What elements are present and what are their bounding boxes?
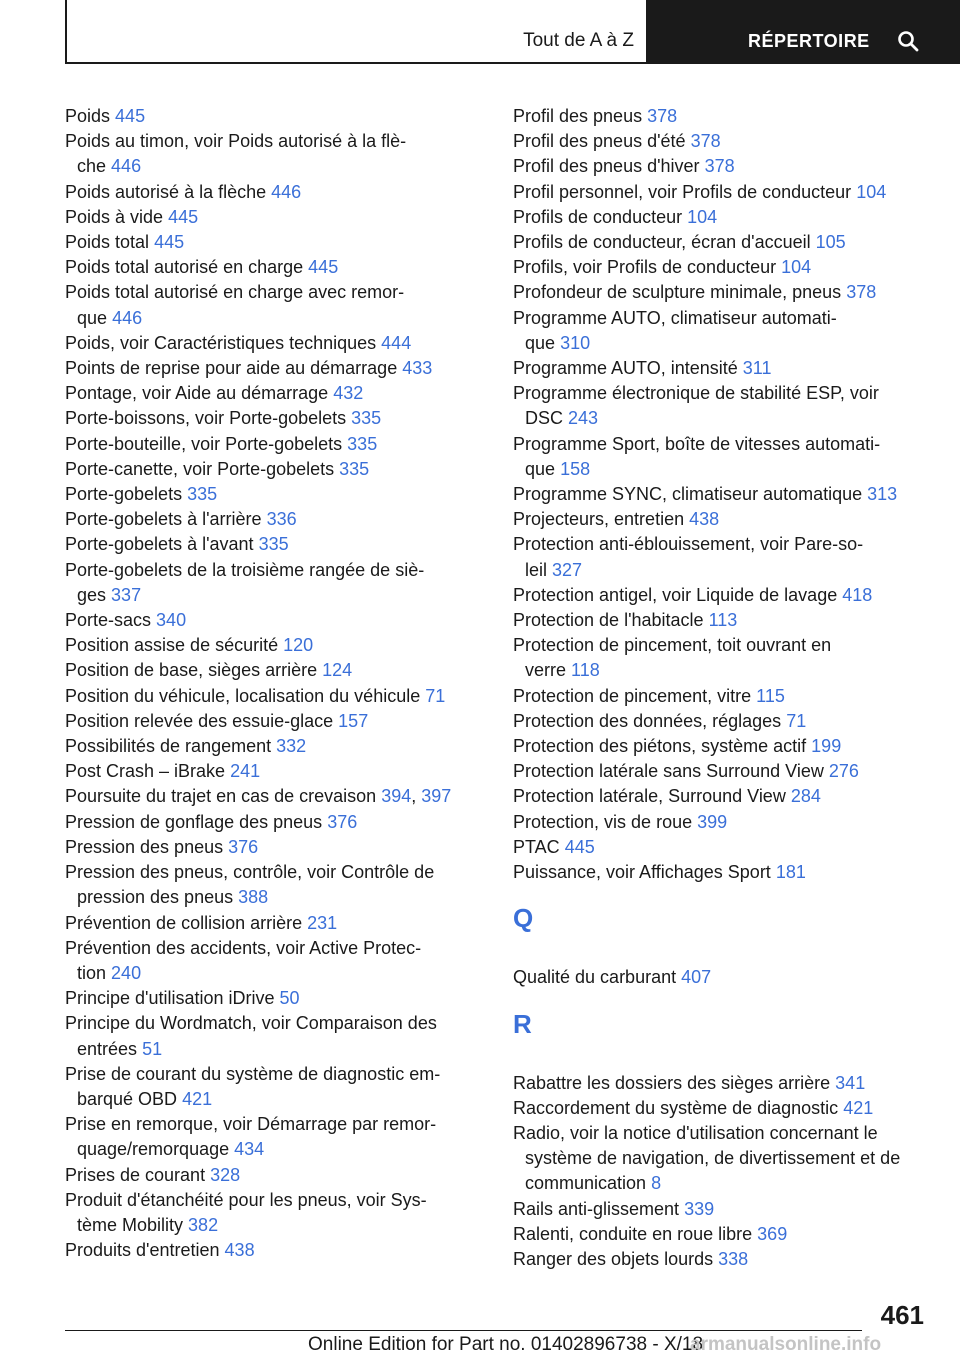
index-entry [513,1222,938,1247]
index-entry [65,356,495,381]
page-reference-link[interactable]: 397 [421,786,452,807]
page-reference-link[interactable]: 104 [856,181,887,202]
page-reference-link[interactable]: 335 [258,534,289,555]
index-entry [513,1096,938,1121]
index-entry [65,1163,495,1188]
entry-text-continued: communication [525,1173,647,1194]
page-reference-link[interactable]: 445 [154,232,185,253]
index-entry [65,558,495,608]
entry-text-continued: barqué OBD [77,1088,178,1109]
page-reference-link[interactable]: 313 [867,484,898,505]
page-reference-link[interactable]: 421 [182,1088,213,1109]
index-entry [513,129,938,154]
index-entry [65,759,495,784]
entry-text-continued: che [77,156,107,177]
entry-text: Profil des pneus d'hiver [513,156,700,177]
entry-text: Profil personnel, voir Profils de conducteur [513,181,852,202]
entry-text: Profils de conducteur [513,206,683,227]
page-reference-link[interactable]: 341 [835,1072,866,1093]
index-entry [513,1247,938,1272]
page-reference-link[interactable]: 243 [568,408,599,429]
entry-text: Poids à vide [65,206,164,227]
entry-text-continued: que [525,332,556,353]
index-entry [513,154,938,179]
entry-text: Pression des pneus [65,836,224,857]
index-entry [513,709,938,734]
page-reference-link[interactable]: 407 [681,967,712,988]
entry-text: Prise en remorque, voir Démarrage par remor- [65,1114,437,1135]
index-entry [65,986,495,1011]
page-reference-link[interactable]: 336 [266,509,297,530]
page-reference-link[interactable]: 335 [187,484,218,505]
index-entry [513,356,938,381]
page-reference-link[interactable]: 432 [333,383,364,404]
entry-text: Profil des pneus d'été [513,131,686,152]
index-entry [65,180,495,205]
index-entry [65,532,495,557]
index-entry [513,532,938,582]
header-tab-repertoire[interactable] [648,0,960,64]
page-number: 461 [880,1300,924,1330]
page-reference-link[interactable]: 445 [115,106,146,126]
index-entry [65,936,495,986]
entry-text: Protection des piétons, système actif [513,736,807,757]
entry-text: Puissance, voir Affichages Sport [513,862,771,883]
entry-text: Position de base, sièges arrière [65,660,318,681]
page-reference-link[interactable]: 376 [228,836,259,857]
entry-text: PTAC [513,836,560,857]
page-reference-link[interactable]: 181 [775,862,806,883]
entry-text: Poids, voir Caractéristiques techniques [65,332,377,353]
page-reference-link[interactable]: 446 [111,156,142,177]
index-entry [65,835,495,860]
page-reference-link[interactable]: 376 [327,811,358,832]
entry-text-continued: quage/remorquage [77,1139,230,1160]
page-reference-link[interactable]: 8 [651,1173,662,1194]
entry-text: Programme Sport, boîte de vitesses automati- [513,433,881,454]
index-entry [513,965,938,990]
entry-text-continued: tion [77,962,107,983]
entry-text: Programme AUTO, intensité [513,358,738,379]
index-entry [513,583,938,608]
header-tab-label: Tout de A à Z [523,30,634,51]
entry-text: Poids autorisé à la flèche [65,181,267,202]
entry-text: Porte-gobelets de la troisième rangée de siè- [65,559,425,580]
page-reference-link[interactable]: 241 [230,761,261,782]
index-entry [65,1062,495,1112]
index-entry [65,1188,495,1238]
entry-text: Principe d'utilisation iDrive [65,988,275,1009]
entry-text: Protection latérale sans Surround View [513,761,824,782]
entry-text: Position du véhicule, localisation du véhicule [65,685,421,706]
entry-text: Produit d'étanchéité pour les pneus, voir Sys- [65,1189,427,1210]
entry-text: Poursuite du trajet en cas de crevaison [65,786,377,807]
page-reference-link[interactable]: 50 [279,988,300,1009]
page-reference-link[interactable]: 378 [690,131,721,152]
index-entry [65,684,495,709]
page-reference-link[interactable]: 445 [564,836,595,857]
page-reference-link[interactable]: 199 [811,736,842,757]
entry-text: Programme AUTO, climatiseur automati- [513,307,837,328]
page-reference-link[interactable]: 446 [271,181,302,202]
index-entry [513,835,938,860]
page-reference-link[interactable]: 335 [339,458,370,479]
entry-text: Programme électronique de stabilité ESP, voir [513,383,879,404]
page-reference-link[interactable]: 369 [757,1223,788,1244]
page-reference-link[interactable]: 124 [322,660,353,681]
entry-text: Position assise de sécurité [65,635,279,656]
index-entry [65,255,495,280]
watermark-logo: armanualsonline.info [690,1334,882,1355]
index-entry [65,507,495,532]
page-reference-link[interactable]: 378 [704,156,735,177]
page-reference-link[interactable]: 338 [718,1248,749,1269]
page-reference-link[interactable]: 434 [234,1139,265,1160]
page-reference-link[interactable]: 104 [687,206,718,227]
entry-text: Produits d'entretien [65,1240,220,1261]
index-entry [513,306,938,356]
page-reference-link[interactable]: 418 [842,584,873,605]
footer-edition-text: Online Edition for Part no. 01402896738 - X/18 [308,1334,704,1355]
page-reference-link[interactable]: 328 [210,1164,241,1185]
page-reference-link[interactable]: 115 [756,685,785,706]
page-reference-link[interactable]: 421 [843,1097,874,1118]
page-reference-link[interactable]: 438 [689,509,720,530]
entry-text: Protection anti-éblouissement, voir Pare-so- [513,534,864,555]
page-reference-link[interactable]: 327 [552,559,583,580]
page-reference-link[interactable]: 388 [238,887,269,908]
entry-text-continued: que [77,307,108,328]
index-entry [513,860,938,885]
entry-text: Protection de pincement, toit ouvrant en [513,635,832,656]
entry-text: Prises de courant [65,1164,206,1185]
page-reference-link[interactable]: 311 [742,358,772,379]
index-entry [65,104,495,129]
entry-text: Poids [65,106,111,126]
entry-text: Radio, voir la notice d'utilisation concernant le [513,1122,878,1143]
index-entry [65,406,495,431]
page-reference-link[interactable]: 51 [142,1038,163,1059]
page-reference-link[interactable]: 105 [815,232,846,253]
entry-text: Pontage, voir Aide au démarrage [65,383,329,404]
page-reference-link[interactable]: 240 [111,962,142,983]
entry-text: Protection des données, réglages [513,710,782,731]
page-reference-link[interactable]: 438 [224,1240,255,1261]
index-entry [513,432,938,482]
index-entry [513,608,938,633]
index-entry [65,230,495,255]
index-entry [65,911,495,936]
index-entry [65,709,495,734]
index-entry [513,1071,938,1096]
entry-text-continued: entrées [77,1038,138,1059]
index-entry [513,381,938,431]
page-reference-link[interactable]: 445 [308,257,339,278]
page-reference-link[interactable]: 158 [560,458,591,479]
entry-text: Protection de l'habitacle [513,610,704,631]
entry-text: Post Crash – iBrake [65,761,226,782]
page-reference-link[interactable]: 71 [786,710,807,731]
page-reference-link[interactable]: 445 [168,206,199,227]
index-entry [513,1121,938,1197]
page-reference-link[interactable]: 335 [347,433,378,454]
entry-text: Prise de courant du système de diagnostic em- [65,1063,441,1084]
entry-text: Principe du Wordmatch, voir Comparaison des [65,1013,437,1034]
index-entry [65,734,495,759]
page-reference-link[interactable]: 276 [828,761,859,782]
page-reference-link[interactable]: 157 [338,710,369,731]
search-icon[interactable] [896,29,920,53]
index-entry [65,280,495,330]
entry-text-continued: pression des pneus [77,887,234,908]
index-entry [65,129,495,179]
page-reference-link[interactable]: 118 [571,660,600,681]
entry-text: Porte-canette, voir Porte-gobelets [65,458,335,479]
entry-text: Profil des pneus [513,106,643,126]
header-tab-tout-de-a-a-z[interactable] [65,0,648,64]
entry-text: Rabattre les dossiers des sièges arrière [513,1072,831,1093]
entry-text-continued: ges [77,584,107,605]
entry-text-continued: leil [525,559,548,580]
entry-text: Programme SYNC, climatiseur automatique [513,484,863,505]
page-reference-link[interactable]: 446 [112,307,143,328]
page-reference-link[interactable]: 433 [402,358,433,379]
entry-text: Prévention de collision arrière [65,912,303,933]
entry-text: Poids total autorisé en charge avec remor- [65,282,405,303]
page-reference-link[interactable]: 394 [381,786,412,807]
entry-text: Porte-sacs [65,610,152,631]
index-entry [65,205,495,230]
page-reference-link[interactable]: 337 [111,584,142,605]
page-reference-link[interactable]: 120 [283,635,314,656]
index-entry [513,230,938,255]
page-reference-link[interactable]: 339 [684,1198,715,1219]
index-entry [65,381,495,406]
index-entry [65,457,495,482]
entry-text: Pression des pneus, contrôle, voir Contrôle de [65,862,435,883]
page-reference-link[interactable]: 335 [351,408,382,429]
page-reference-link[interactable]: 104 [781,257,812,278]
entry-text: Porte-gobelets [65,484,183,505]
index-entry [513,684,938,709]
index-entry [513,104,938,129]
page-reference-link[interactable]: 113 [708,610,738,631]
entry-text: Protection de pincement, vitre [513,685,752,706]
index-entry [65,1011,495,1061]
page-reference-link[interactable]: 231 [307,912,338,933]
entry-text: Qualité du carburant [513,967,677,988]
entry-text: Poids total autorisé en charge [65,257,304,278]
index-column-right [513,104,938,1272]
index-entry [65,608,495,633]
page-reference-link[interactable]: 378 [647,106,678,126]
entry-text-continued: DSC [525,408,564,429]
entry-text: Profondeur de sculpture minimale, pneus [513,282,842,303]
index-entry [513,180,938,205]
entry-text: Pression de gonflage des pneus [65,811,323,832]
entry-text: Protection, vis de roue [513,811,693,832]
entry-text: Poids total [65,232,150,253]
index-entry [65,810,495,835]
entry-text: Ranger des objets lourds [513,1248,714,1269]
index-entry [65,658,495,683]
index-entry [513,205,938,230]
index-entry [513,482,938,507]
index-entry [513,1197,938,1222]
entry-text: Poids au timon, voir Poids autorisé à la flè- [65,131,407,152]
index-entry [513,810,938,835]
entry-text-continued: système de navigation, de divertissement et de [525,1148,901,1169]
entry-text: Rails anti-glissement [513,1198,680,1219]
page-reference-link[interactable]: 71 [425,685,446,706]
index-entry [65,633,495,658]
index-entry [513,633,938,683]
entry-text: Raccordement du système de diagnostic [513,1097,839,1118]
entry-text-continued: tème Mobility [77,1214,184,1235]
index-entry [513,734,938,759]
entry-text: Possibilités de rangement [65,736,272,757]
entry-text: Profils de conducteur, écran d'accueil [513,232,811,253]
index-entry [513,759,938,784]
page-reference-link[interactable]: 310 [560,332,591,353]
page-reference-link[interactable]: 378 [846,282,877,303]
index-entry [65,331,495,356]
index-column-left [65,104,495,1263]
entry-text: Porte-gobelets à l'avant [65,534,254,555]
entry-text: Porte-bouteille, voir Porte-gobelets [65,433,343,454]
entry-text: Points de reprise pour aide au démarrage [65,358,398,379]
index-entry [513,255,938,280]
entry-text: Profils, voir Profils de conducteur [513,257,777,278]
entry-text: Porte-boissons, voir Porte-gobelets [65,408,347,429]
entry-text: Protection antigel, voir Liquide de lavage [513,584,838,605]
entry-text-continued: verre [525,660,567,681]
entry-text: Position relevée des essuie-glace [65,710,334,731]
entry-text: Projecteurs, entretien [513,509,685,530]
entry-text: Prévention des accidents, voir Active Protec- [65,937,422,958]
entry-text: Ralenti, conduite en roue libre [513,1223,753,1244]
header-tab-label-active: RÉPERTOIRE [748,31,870,51]
footer-divider [65,1330,862,1331]
page-reference-link[interactable]: 399 [697,811,728,832]
index-entry: Poursuite du trajet en cas de crevaison 394, 397 [65,786,452,807]
index-entry [65,860,495,910]
page-reference-link[interactable]: 340 [156,610,187,631]
page-reference-link[interactable]: 444 [381,332,412,353]
index-entry [513,280,938,305]
index-entry [513,784,938,809]
section-letter-q: Q [513,903,534,934]
page-reference-link[interactable]: 284 [790,786,821,807]
page-reference-link[interactable]: 332 [276,736,307,757]
index-entry [65,1112,495,1162]
entry-text-continued: que [525,458,556,479]
index-entry [65,432,495,457]
entry-text: Protection latérale, Surround View [513,786,786,807]
index-entry [65,1238,495,1263]
page-reference-link[interactable]: 382 [188,1214,219,1235]
index-entry [513,507,938,532]
entry-text: Porte-gobelets à l'arrière [65,509,262,530]
section-letter-r: R [513,1008,532,1039]
index-entry [65,482,495,507]
